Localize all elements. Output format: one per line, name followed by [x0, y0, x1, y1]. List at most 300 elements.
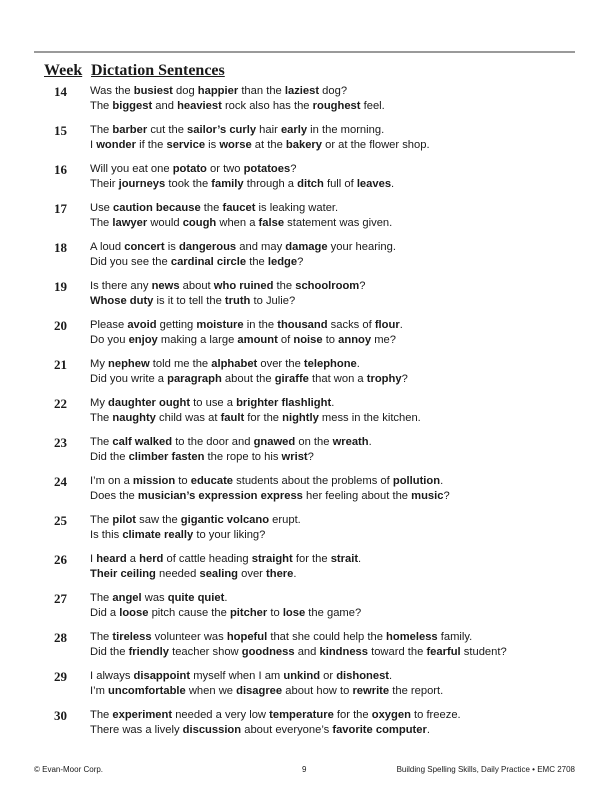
week-column-header: Week [44, 62, 83, 79]
sentence-text: to freeze. [410, 709, 461, 721]
sentence-text: a [126, 553, 140, 565]
week-number: 22 [54, 396, 67, 411]
sentence-pair [90, 318, 570, 348]
dictation-sentence [90, 357, 570, 372]
sentence-text: teacher show [168, 646, 242, 658]
spelling-word: quite quiet [167, 592, 225, 604]
dictation-sentence [90, 669, 570, 684]
page-footer [34, 765, 575, 779]
dictation-row [44, 513, 574, 552]
dictation-row [44, 396, 574, 435]
sentence-text: about the [221, 373, 275, 385]
sentence-text: to Julie? [250, 295, 296, 307]
spelling-word: family [211, 178, 244, 190]
dictation-row [44, 240, 574, 279]
spelling-word: service [166, 139, 206, 151]
spelling-word: favorite computer [332, 724, 427, 736]
dictation-row [44, 435, 574, 474]
dictation-sentence [90, 708, 570, 723]
dictation-sentence [90, 201, 570, 216]
sentence-text: myself when I am [190, 670, 284, 682]
spelling-word: giraffe [274, 373, 309, 385]
sentence-text: . [399, 319, 403, 331]
spelling-word: kindness [319, 646, 368, 658]
spelling-word: pilot [112, 514, 137, 526]
sentence-text: I’m on a [90, 475, 133, 487]
sentence-text: Was the [90, 85, 134, 97]
sentence-text: her feeling about the [302, 490, 412, 502]
spelling-word: uncomfortable [108, 685, 186, 697]
sentence-text: statement was given. [284, 217, 393, 229]
sentence-text: or [320, 670, 337, 682]
sentence-text: Did you see the [90, 256, 171, 268]
spelling-word: faucet [222, 202, 256, 214]
sentence-text: The [90, 124, 113, 136]
sentence-text: than the [238, 85, 285, 97]
spelling-word: journeys [118, 178, 166, 190]
spelling-word: climate really [122, 529, 194, 541]
sentence-text: of cattle heading [163, 553, 252, 565]
sentence-text: Is there any [90, 280, 152, 292]
sentence-text: the game? [305, 607, 362, 619]
spelling-word: damage [285, 241, 328, 253]
sentence-pair [90, 162, 570, 192]
dictation-sentence [90, 411, 570, 426]
sentence-text: is it to tell the [153, 295, 225, 307]
sentence-text: family. [437, 631, 473, 643]
sentence-text: Please [90, 319, 128, 331]
sentence-text: ? [290, 163, 297, 175]
dictation-sentence [90, 99, 570, 114]
sentence-text: . [356, 358, 360, 370]
week-number: 25 [54, 513, 67, 528]
dictation-sentence [90, 318, 570, 333]
spelling-word: false [258, 217, 285, 229]
week-number: 20 [54, 318, 67, 333]
spelling-word: truth [224, 295, 251, 307]
sentence-text: . [391, 178, 395, 190]
week-number: 21 [54, 357, 67, 372]
sentence-text: to [322, 334, 339, 346]
sentence-text: . [426, 724, 430, 736]
spelling-word: happier [197, 85, 239, 97]
dictation-sentence [90, 333, 570, 348]
sentence-pair [90, 396, 570, 426]
sentence-text: The [90, 436, 113, 448]
spelling-word: unkind [283, 670, 321, 682]
sentence-text: Does the [90, 490, 138, 502]
sentence-text: about how to [282, 685, 353, 697]
sentence-text: The [90, 217, 113, 229]
sentence-text: My [90, 358, 109, 370]
week-number: 15 [54, 123, 67, 138]
dictation-row [44, 123, 574, 162]
sentence-text: on the [295, 436, 333, 448]
sentence-text: needed [155, 568, 200, 580]
spelling-word: dangerous [178, 241, 237, 253]
sentence-text: There was a lively [90, 724, 183, 736]
dictation-sentence [90, 372, 570, 387]
table-header [44, 62, 564, 82]
spelling-word: educate [190, 475, 234, 487]
sentence-text: toward the [367, 646, 427, 658]
dictation-sentence [90, 567, 570, 582]
sentence-text: cut the [147, 124, 188, 136]
spelling-word: bakery [285, 139, 322, 151]
spelling-word: gigantic volcano [180, 514, 270, 526]
sentence-text: or at the flower shop. [322, 139, 430, 151]
spelling-word: brighter flashlight [236, 397, 332, 409]
week-number: 23 [54, 435, 67, 450]
sentence-text: dog [172, 85, 198, 97]
dictation-sentence [90, 450, 570, 465]
spelling-word: lawyer [112, 217, 148, 229]
sentence-text: feel. [360, 100, 385, 112]
dictation-sentence [90, 630, 570, 645]
spelling-word: loose [119, 607, 149, 619]
spelling-word: barber [112, 124, 148, 136]
spelling-word: nephew [108, 358, 150, 370]
dictation-sentence [90, 645, 570, 660]
spelling-word: experiment [112, 709, 173, 721]
sentence-text: over the [257, 358, 304, 370]
dictation-row [44, 474, 574, 513]
spelling-word: biggest [112, 100, 153, 112]
sentence-text: getting [156, 319, 197, 331]
spelling-word: potatoes [243, 163, 291, 175]
sentence-text: pitch cause the [148, 607, 230, 619]
sentence-text: Did you write a [90, 373, 168, 385]
spelling-word: alphabet [211, 358, 258, 370]
spelling-word: trophy [366, 373, 402, 385]
week-number: 26 [54, 552, 67, 567]
week-number: 27 [54, 591, 67, 606]
sentence-text: for the [292, 553, 331, 565]
dictation-sentence [90, 255, 570, 270]
sentence-text: The [90, 100, 113, 112]
dictation-sentence [90, 606, 570, 621]
week-number: 19 [54, 279, 67, 294]
dictation-sentence [90, 489, 570, 504]
sentence-text: to use a [190, 397, 237, 409]
sentence-pair [90, 552, 570, 582]
spelling-word: homeless [386, 631, 438, 643]
dictation-sentence [90, 528, 570, 543]
dictation-sentence [90, 684, 570, 699]
spelling-word: oxygen [371, 709, 411, 721]
dictation-sentence [90, 177, 570, 192]
sentence-text: for the [333, 709, 372, 721]
sentence-text: told me the [149, 358, 212, 370]
sentence-text: or two [206, 163, 244, 175]
spelling-word: amount [237, 334, 278, 346]
spelling-word: pitcher [229, 607, 268, 619]
spelling-word: enjoy [128, 334, 158, 346]
sentence-text: . [331, 397, 335, 409]
sentence-text: and [294, 646, 320, 658]
spelling-word: tireless [112, 631, 152, 643]
sentence-text: in the [243, 319, 278, 331]
dictation-row [44, 84, 574, 123]
spelling-word: wonder [96, 139, 136, 151]
sentence-text: sacks of [327, 319, 375, 331]
spelling-word: rewrite [352, 685, 390, 697]
page-number: 9 [302, 765, 307, 774]
spelling-word: news [151, 280, 180, 292]
spelling-word: calf walked [112, 436, 173, 448]
sentence-text: student? [460, 646, 507, 658]
spelling-word: discussion [182, 724, 242, 736]
spelling-word: potato [172, 163, 207, 175]
sentence-text: about everyone’s [241, 724, 333, 736]
spelling-word: sailor’s curly [187, 124, 257, 136]
sentence-text: when a [216, 217, 259, 229]
spelling-word: heaviest [177, 100, 222, 112]
sentence-text: rock also has the [221, 100, 313, 112]
week-number: 24 [54, 474, 67, 489]
spelling-word: dishonest [336, 670, 390, 682]
spelling-word: strait [330, 553, 359, 565]
sentence-pair [90, 123, 570, 153]
spelling-word: music [411, 490, 444, 502]
spelling-word: sealing [199, 568, 239, 580]
sentence-text: The [90, 412, 113, 424]
dictation-sentence [90, 552, 570, 567]
dictation-sentence [90, 474, 570, 489]
dictation-sentence [90, 723, 570, 738]
sentence-pair [90, 591, 570, 621]
spelling-word: temperature [269, 709, 334, 721]
sentence-text: to your liking? [193, 529, 266, 541]
sentence-text: and [152, 100, 178, 112]
spelling-word: ditch [297, 178, 324, 190]
sentence-text: Their [90, 178, 119, 190]
dictation-sentence [90, 396, 570, 411]
spelling-word: daughter ought [108, 397, 191, 409]
spelling-word: fearful [426, 646, 461, 658]
spelling-word: naughty [112, 412, 156, 424]
footer-book-title: Building Spelling Skills, Daily Practice • EMC 2708 [396, 765, 575, 774]
spelling-word: there [266, 568, 294, 580]
sentence-text: The [90, 709, 113, 721]
sentence-text: Do you [90, 334, 129, 346]
sentence-text: for the [244, 412, 283, 424]
sentence-text: . [224, 592, 228, 604]
spelling-word: ledge [267, 256, 298, 268]
sentence-text: Is this [90, 529, 123, 541]
sentence-text: volunteer was [151, 631, 227, 643]
week-number: 29 [54, 669, 67, 684]
sentence-pair [90, 708, 570, 738]
spelling-word: busiest [133, 85, 173, 97]
sentence-text: through a [243, 178, 298, 190]
spelling-word: thousand [277, 319, 328, 331]
week-number: 14 [54, 84, 67, 99]
spelling-word: moisture [196, 319, 244, 331]
sentence-text: The [90, 592, 113, 604]
sentence-text: took the [165, 178, 212, 190]
spelling-word: who ruined [213, 280, 274, 292]
sentence-text: the report. [389, 685, 444, 697]
sentence-text: The [90, 631, 113, 643]
sentence-text: . [440, 475, 444, 487]
sentence-text: mess in the kitchen. [318, 412, 421, 424]
sentence-pair [90, 669, 570, 699]
spelling-word: telephone [303, 358, 357, 370]
sentence-text: ? [359, 280, 366, 292]
sentence-text: ? [443, 490, 450, 502]
spelling-word: roughest [312, 100, 361, 112]
dictation-list [44, 84, 574, 747]
spelling-word: heard [96, 553, 127, 565]
spelling-word: angel [112, 592, 142, 604]
sentence-text: . [389, 670, 393, 682]
spelling-word: mission [132, 475, 176, 487]
sentence-text: . [358, 553, 362, 565]
spelling-word: annoy [338, 334, 372, 346]
sentence-pair [90, 513, 570, 543]
spelling-word: laziest [284, 85, 320, 97]
dictation-sentence [90, 513, 570, 528]
sentence-pair [90, 201, 570, 231]
sentence-text: the [200, 202, 223, 214]
dictation-sentence [90, 240, 570, 255]
sentence-text: the [246, 256, 268, 268]
dictation-sentence [90, 84, 570, 99]
sentence-pair [90, 357, 570, 387]
spelling-word: herd [139, 553, 164, 565]
sentence-text: the rope to his [204, 451, 282, 463]
sentence-text: was [141, 592, 168, 604]
dictation-row [44, 162, 574, 201]
spelling-word: climber fasten [128, 451, 205, 463]
sentence-text: of [277, 334, 294, 346]
sentence-text: Use [90, 202, 114, 214]
sentence-text: to [267, 607, 283, 619]
sentence-text: is [205, 139, 220, 151]
spelling-word: disappoint [133, 670, 191, 682]
spelling-word: hopeful [226, 631, 268, 643]
spelling-word: flour [374, 319, 400, 331]
spelling-word: cough [182, 217, 217, 229]
dictation-sentence [90, 123, 570, 138]
spelling-word: early [280, 124, 308, 136]
dictation-row [44, 630, 574, 669]
spelling-word: wrist [281, 451, 308, 463]
spelling-word: friendly [128, 646, 169, 658]
sentence-text: Did a [90, 607, 120, 619]
spelling-word: wreath [332, 436, 369, 448]
sentence-text: child was at [155, 412, 221, 424]
dictation-sentence [90, 435, 570, 450]
sentence-text: in the morning. [307, 124, 385, 136]
sentence-pair [90, 240, 570, 270]
dictation-sentence [90, 138, 570, 153]
dictation-row [44, 669, 574, 708]
week-number: 30 [54, 708, 67, 723]
spelling-word: avoid [127, 319, 157, 331]
sentence-text: Will you eat one [90, 163, 173, 175]
spelling-word: musician’s expression express [137, 490, 303, 502]
spelling-word: noise [293, 334, 323, 346]
sentence-text: dog? [319, 85, 348, 97]
sentence-text: over [238, 568, 267, 580]
sentence-text: . [368, 436, 372, 448]
sentence-text: about [179, 280, 214, 292]
dictation-row [44, 552, 574, 591]
spelling-word: disagree [236, 685, 283, 697]
spelling-word: Whose duty [90, 295, 154, 307]
dictation-sentence [90, 591, 570, 606]
spelling-word: paragraph [167, 373, 222, 385]
sentence-text: would [147, 217, 183, 229]
spelling-word: Their ceiling [90, 568, 156, 580]
sentence-text: if the [136, 139, 167, 151]
sentence-text: I [90, 139, 97, 151]
sentence-text: is leaking water. [255, 202, 339, 214]
sentence-pair [90, 435, 570, 465]
sentence-text: the [273, 280, 296, 292]
dictation-sentence [90, 294, 570, 309]
footer-copyright: © Evan-Moor Corp. [34, 765, 104, 774]
sentence-text: Did the [90, 451, 129, 463]
sentence-text: saw the [136, 514, 181, 526]
spelling-word: gnawed [253, 436, 296, 448]
spelling-word: goodness [241, 646, 295, 658]
sentence-text: me? [371, 334, 396, 346]
sentence-text: to the door and [172, 436, 254, 448]
sentence-text: that she could help the [267, 631, 387, 643]
sentence-text: students about the problems of [233, 475, 393, 487]
dictation-row [44, 708, 574, 747]
spelling-word: lose [282, 607, 306, 619]
spelling-word: straight [251, 553, 293, 565]
sentence-text: erupt. [269, 514, 301, 526]
sentence-text: ? [297, 256, 304, 268]
sentence-text: ? [307, 451, 314, 463]
sentence-text: that won a [308, 373, 367, 385]
sentence-text: I always [90, 670, 134, 682]
dictation-row [44, 318, 574, 357]
dictation-row [44, 357, 574, 396]
spelling-word: worse [219, 139, 252, 151]
sentence-pair [90, 279, 570, 309]
dictation-sentence [90, 216, 570, 231]
week-number: 28 [54, 630, 67, 645]
sentence-text: My [90, 397, 109, 409]
sentence-text: I’m [90, 685, 109, 697]
week-number: 16 [54, 162, 67, 177]
sentence-pair [90, 84, 570, 114]
spelling-word: cardinal circle [170, 256, 247, 268]
sentence-text: . [293, 568, 297, 580]
sentence-text: making a large [157, 334, 238, 346]
dictation-row [44, 201, 574, 240]
dictation-sentence [90, 162, 570, 177]
sentence-text: is [164, 241, 179, 253]
dictation-row [44, 279, 574, 318]
dictation-sentence [90, 279, 570, 294]
sentence-text: full of [323, 178, 357, 190]
spelling-word: leaves [356, 178, 392, 190]
spelling-word: caution because [113, 202, 201, 214]
spelling-word: schoolroom [295, 280, 360, 292]
sentence-text: Did the [90, 646, 129, 658]
sentence-text: to [175, 475, 191, 487]
dictation-column-header: Dictation Sentences [91, 62, 225, 79]
spelling-word: pollution [392, 475, 441, 487]
sentence-text: at the [251, 139, 286, 151]
